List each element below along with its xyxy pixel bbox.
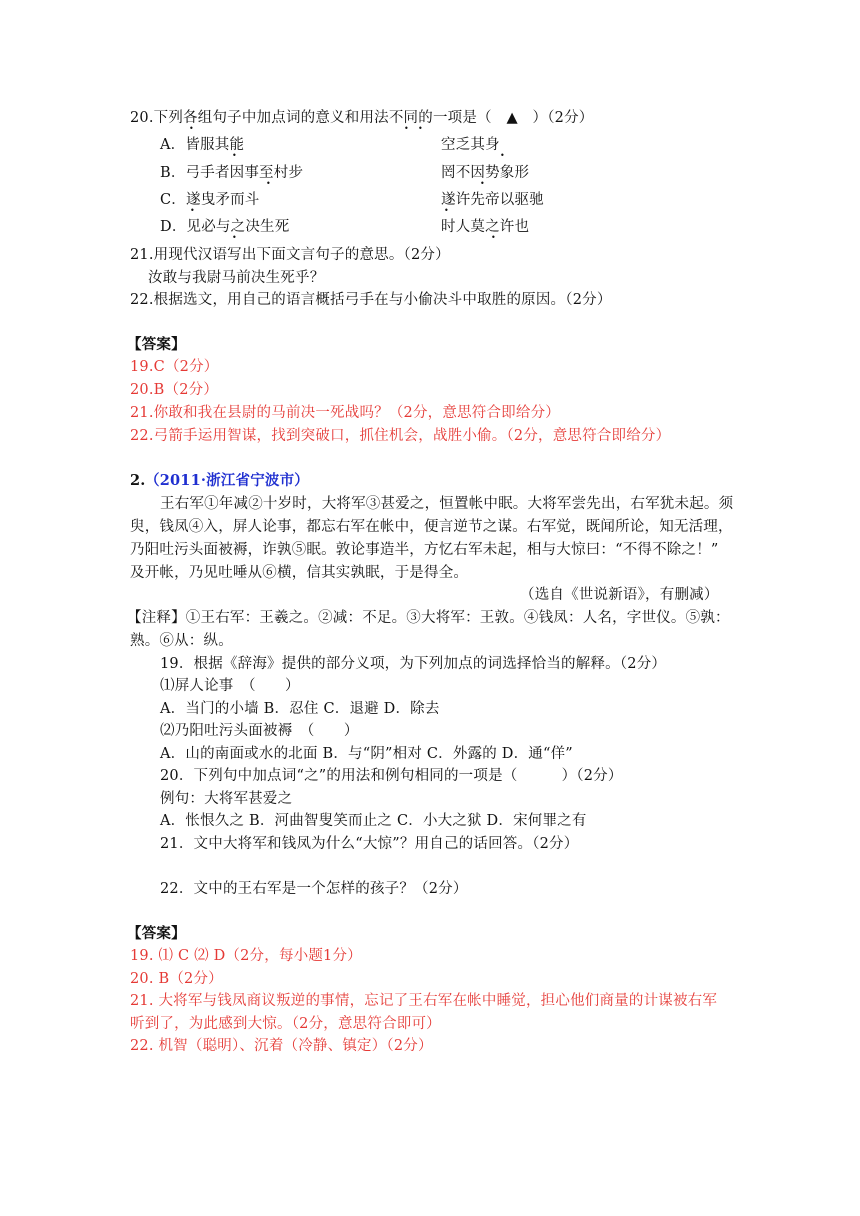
emphasis-dot: • bbox=[232, 233, 237, 242]
question-line: 21．文中大将军和钱凤为什么“大惊”？用自己的话回答。（2分） bbox=[160, 836, 579, 852]
question-22: 22.根据选文，用自己的语言概括弓手在与小偷决斗中取胜的原因。（2分） bbox=[130, 292, 612, 308]
answer-item: 22.弓箭手运用智谋，找到突破口，抓住机会，战胜小偷。（2分，意思符合即给分） bbox=[130, 428, 671, 444]
emphasis-dot: • bbox=[480, 179, 485, 188]
question-line: 19．根据《辞海》提供的部分义项，为下列加点的词选择恰当的解释。（2分） bbox=[160, 656, 667, 672]
question-line: A．山的南面或水的北面 B．与“阴”相对 C．外露的 D．通“佯” bbox=[160, 746, 573, 762]
emphasis-dot: • bbox=[418, 124, 423, 133]
question-line: 例句：大将军甚爱之 bbox=[160, 791, 293, 807]
option-right: 遂许先帝以驱驰 bbox=[441, 192, 544, 208]
passage-line: 臾，钱凤④入，屏人论事，都忘右军在帐中，便言逆节之谋。右军觉，既闻所论，知无活理， bbox=[130, 519, 733, 535]
answer-item: 听到了，为此感到大惊。（2分，意思符合即可） bbox=[130, 1016, 441, 1032]
emphasis-dot: • bbox=[444, 206, 449, 215]
emphasis-dot: • bbox=[189, 124, 194, 133]
emphasis-dot: • bbox=[190, 206, 195, 215]
option-left: B．弓手者因事至村步 bbox=[160, 165, 304, 181]
passage-line: 及开帐，乃见吐唾从⑥横，信其实孰眠，于是得全。 bbox=[130, 565, 469, 581]
emphasis-dot: • bbox=[491, 233, 496, 242]
answer-item: 19. ⑴ C ⑵ D（2分，每小题1分） bbox=[130, 948, 362, 964]
question-line: A．当门的小墙 B．忍住 C．退避 D．除去 bbox=[160, 701, 440, 717]
notes-line: 熟。⑥从：纵。 bbox=[130, 633, 233, 649]
question-line: 22．文中的王右军是一个怎样的孩子？（2分） bbox=[160, 881, 468, 897]
option-left: D．见必与之决生死 bbox=[160, 219, 290, 235]
question-21-sentence: 汝敢与我尉马前决生死乎？ bbox=[148, 270, 325, 286]
section-number: 2. bbox=[130, 472, 146, 489]
option-right: 罔不因势象形 bbox=[441, 165, 530, 181]
answer-item: 19.C（2分） bbox=[130, 359, 219, 375]
emphasis-dot: • bbox=[404, 124, 409, 133]
answer-item: 22. 机智（聪明）、沉着（冷静、镇定）（2分） bbox=[130, 1038, 433, 1054]
answer-item: 21.你敢和我在县尉的马前决一死战吗？（2分，意思符合即给分） bbox=[130, 405, 560, 421]
notes-line: 【注释】①王右军：王羲之。②减：不足。③大将军：王敦。④钱凤：人名，字世仪。⑤孰： bbox=[127, 610, 730, 626]
emphasis-dot: • bbox=[232, 151, 237, 160]
question-line: A．怅恨久之 B．河曲智叟笑而止之 C．小大之狱 D．宋何罪之有 bbox=[160, 813, 587, 829]
answer-heading: 【答案】 bbox=[127, 336, 186, 353]
option-right: 空乏其身 bbox=[441, 137, 500, 153]
passage-line: 王右军①年减②十岁时，大将军③甚爱之，恒置帐中眠。大将军尝先出，右军犹未起。须 bbox=[160, 496, 734, 512]
section-source: （2011·浙江省宁波市） bbox=[145, 472, 310, 489]
question-line: ⑴屏人论事 （ ） bbox=[160, 678, 300, 694]
option-left: A．皆服其能 bbox=[160, 137, 245, 153]
answer-item: 20.B（2分） bbox=[130, 382, 219, 398]
emphasis-dot: • bbox=[500, 151, 505, 160]
question-20: 20.下列各组句子中加点词的意义和用法不同的一项是（ ▲ ）（2分） bbox=[130, 110, 594, 126]
question-line: 20．下列句中加点词“之”的用法和例句相同的一项是（ ）（2分） bbox=[160, 768, 623, 784]
answer-heading: 【答案】 bbox=[127, 925, 186, 942]
question-21: 21.用现代汉语写出下面文言句子的意思。（2分） bbox=[130, 247, 450, 263]
answer-item: 21. 大将军与钱凤商议叛逆的事情，忘记了王右军在帐中睡觉，担心他们商量的计谋被右军 bbox=[130, 993, 718, 1009]
answer-item: 20. B（2分） bbox=[130, 971, 223, 987]
option-left: C．遂曳矛而斗 bbox=[160, 192, 260, 208]
passage-citation: （选自《世说新语》，有删减） bbox=[520, 587, 719, 603]
option-right: 时人莫之许也 bbox=[441, 219, 530, 235]
emphasis-dot: • bbox=[266, 179, 271, 188]
question-line: ⑵乃阳吐污头面被褥 （ ） bbox=[160, 723, 359, 739]
passage-line: 乃阳吐污头面被褥，诈孰⑤眠。敦论事造半，方忆右军未起，相与大惊曰：“不得不除之！” bbox=[130, 542, 719, 558]
